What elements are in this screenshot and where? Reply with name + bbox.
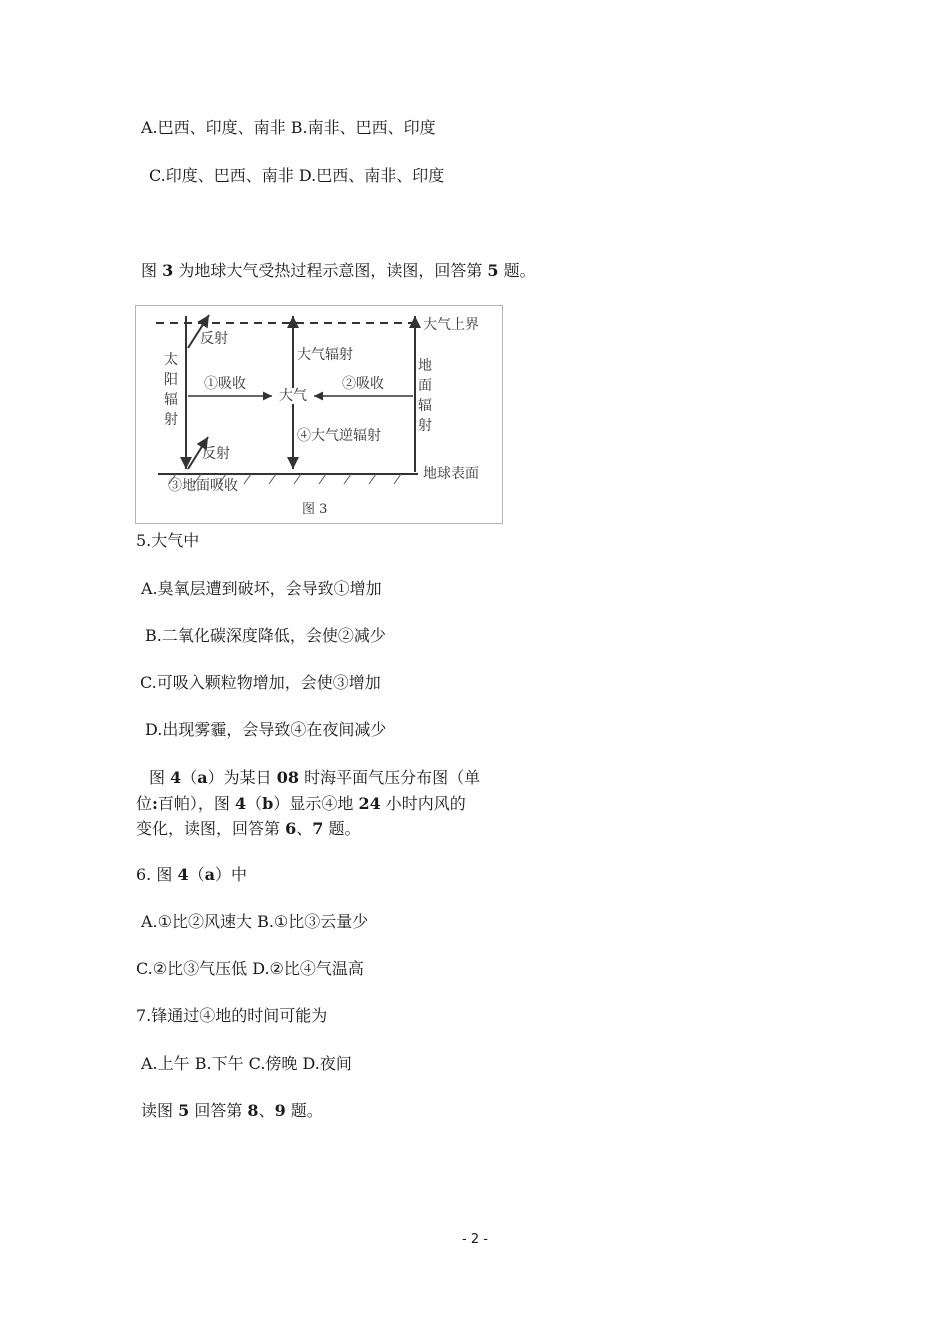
figure4-intro-line2: 位:百帕），图 4（b）显示④地 24 小时内风的: [136, 794, 466, 813]
ground-surface-label: 地球表面: [423, 466, 479, 482]
q6-options-ab: A.①比②风速大 B.①比③云量少: [141, 912, 369, 931]
reflect-bottom-label: 反射: [202, 446, 230, 462]
figure3-intro: 图 3 为地球大气受热过程示意图，读图，回答第 5 题。: [141, 261, 536, 280]
q5-option-a: A.臭氧层遭到破坏，会导致①增加: [141, 579, 382, 598]
q6-stem: 6. 图 4（a）中: [136, 865, 247, 884]
solar-radiation-char-3: 辐: [164, 392, 178, 408]
q5-option-d: D.出现雾霾，会导致④在夜间减少: [145, 720, 387, 739]
figure4-intro-line3: 变化，读图，回答第 6、7 题。: [136, 819, 361, 838]
figure4-intro-line1: 图 4（a）为某日 08 时海平面气压分布图（单: [149, 768, 481, 787]
ground-radiation-char-1: 地: [418, 358, 432, 374]
ground-radiation-char-4: 射: [418, 418, 432, 434]
atmosphere-heating-diagram: [135, 305, 503, 524]
ground-absorb-label: ③地面吸收: [168, 478, 238, 494]
q7-options: A.上午 B.下午 C.傍晚 D.夜间: [141, 1054, 352, 1073]
absorb1-label: ①吸收: [204, 376, 246, 392]
q5-stem: 5.大气中: [136, 531, 200, 550]
solar-radiation-char-2: 阳: [164, 372, 178, 388]
solar-radiation-char-4: 射: [164, 412, 178, 428]
q4-options-ab: A.巴西、印度、南非 B.南非、巴西、印度: [141, 118, 436, 137]
q5-option-b: B.二氧化碳深度降低，会使②减少: [145, 626, 386, 645]
figure3-caption: 图 3: [302, 502, 328, 517]
ground-radiation-char-2: 面: [418, 378, 432, 394]
q4-options-cd: C.印度、巴西、南非 D.巴西、南非、印度: [149, 166, 445, 185]
atmosphere-top-label: 大气上界: [423, 317, 479, 333]
page-number: - 2 -: [462, 1232, 488, 1247]
ground-radiation-char-3: 辐: [418, 398, 432, 414]
atmosphere-center-label: 大气: [279, 388, 307, 404]
reflect-top-label: 反射: [200, 331, 228, 347]
atmospheric-radiation-label: 大气辐射: [297, 347, 353, 363]
diagram-drawing: [136, 306, 504, 525]
counter-radiation-label: ④大气逆辐射: [297, 428, 381, 444]
figure5-intro: 读图 5 回答第 8、9 题。: [141, 1101, 323, 1120]
q7-stem: 7.锋通过④地的时间可能为: [136, 1006, 328, 1025]
absorb2-label: ②吸收: [342, 376, 384, 392]
solar-radiation-char-1: 太: [164, 352, 178, 368]
q6-options-cd: C.②比③气压低 D.②比④气温高: [136, 959, 364, 978]
q5-option-c: C.可吸入颗粒物增加，会使③增加: [140, 673, 381, 692]
